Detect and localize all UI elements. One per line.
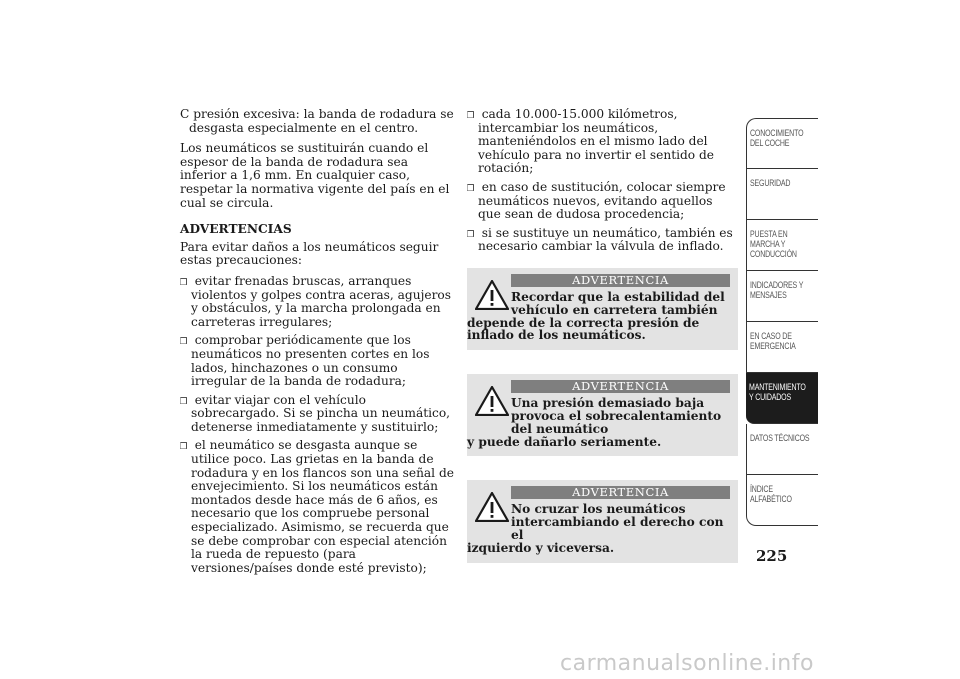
warning-label: ADVERTENCIA: [511, 274, 730, 287]
checkbox-bullet-icon: ❒: [180, 333, 195, 348]
warning-label: ADVERTENCIA: [511, 486, 730, 499]
checkbox-bullet-icon: ❒: [180, 392, 195, 407]
right-column: [467, 108, 738, 563]
page-number: 225: [756, 547, 788, 565]
left-column: [180, 108, 455, 580]
checkbox-bullet-icon: ❒: [467, 179, 482, 194]
bullet-item-3: ❒ evitar viajar con el vehículo sobrecargado. Si se pincha un neumático, detenerse inmediatamente y sustituirlo;: [180, 392, 451, 434]
c-item-text: C presión excesiva: la banda de rodadura se desgasta especialmente en el centro.: [180, 107, 454, 135]
bullet-item-2: ❒ comprobar periódicamente que los neumáticos no presenten cortes en los lados, hinchazones o un consumo irregular de la banda de rodadura;: [180, 333, 430, 389]
footer-watermark: carmanualsonline.info: [560, 651, 814, 676]
warning-box-3: [467, 480, 738, 562]
checkbox-bullet-icon: ❒: [180, 438, 195, 453]
warning-triangle-icon: [475, 492, 509, 522]
bullet-item-4: ❒ el neumático se desgasta aunque se utilice poco. Las grietas en la banda de rodadura y en los flancos son una señal de envejecimiento. Si los neumáticos están montados desde hace más de 6 años, es necesario que los compruebe personal especializado. Asimismo, se recuerda que se debe comprobar con especial atención la rueda de repuesto (para versiones/países donde esté previsto);: [180, 438, 454, 575]
tab-seguridad[interactable]: SEGURIDAD: [746, 169, 818, 220]
tab-datos-tecnicos[interactable]: DATOS TÉCNICOS: [746, 424, 818, 475]
warning-triangle-icon: [475, 280, 509, 310]
warning-text: No cruzar los neumáticos intercambiando el derecho con el izquierdo y viceversa.: [467, 502, 724, 555]
bullet-item-5: ❒ cada 10.000-15.000 kilómetros, intercambiar los neumáticos, manteniéndolos en el mismo lado del vehículo para no invertir el sentido de rotación;: [467, 107, 715, 176]
warning-text: Una presión demasiado baja provoca el sobrecalentamiento del neumático y puede dañarlo seriamente.: [467, 396, 722, 449]
tab-mantenimiento-y-cuidados[interactable]: MANTENIMIENTO Y CUIDADOS: [746, 373, 818, 424]
checkbox-bullet-icon: ❒: [467, 107, 482, 121]
bullet-item-7: ❒ si se sustituye un neumático, también es necesario cambiar la válvula de inflado.: [467, 225, 733, 254]
warning-box-1: [467, 268, 738, 350]
warning-label: ADVERTENCIA: [511, 380, 730, 393]
bullet-item-1: ❒ evitar frenadas bruscas, arranques violentos y golpes contra aceras, agujeros y obstáculos, y la marcha prolongada en carreteras irregulares;: [180, 273, 451, 329]
tab-conocimiento-del-coche[interactable]: CONOCIMIENTO DEL COCHE: [746, 118, 818, 169]
section-heading: ADVERTENCIAS: [180, 222, 292, 237]
warning-box-2: [467, 374, 738, 456]
checkbox-bullet-icon: ❒: [467, 225, 482, 240]
tab-indice-alfabetico[interactable]: ÍNDICE ALFABÉTICO: [746, 475, 818, 526]
checkbox-bullet-icon: ❒: [180, 273, 195, 288]
warning-triangle-icon: [475, 386, 509, 416]
chapter-sidebar: [746, 118, 818, 526]
tab-indicadores-y-mensajes[interactable]: INDICADORES Y MENSAJES: [746, 271, 818, 322]
tab-en-caso-de-emergencia[interactable]: EN CASO DE EMERGENCIA: [746, 322, 818, 373]
tab-puesta-en-marcha[interactable]: PUESTA EN MARCHA Y CONDUCCIÓN: [746, 220, 818, 271]
intro-text: Para evitar daños a los neumáticos seguir estas precauciones:: [180, 239, 439, 268]
paragraph-tire-replacement: Los neumáticos se sustituirán cuando el espesor de la banda de rodadura sea inferior a 1,6 mm. En cualquier caso, respetar la normativa vigente del país en el cual se circula.: [180, 141, 450, 210]
warning-text: Recordar que la estabilidad del vehículo en carretera también depende de la correcta presión de inflado de los neumáticos.: [467, 289, 725, 343]
bullet-item-6: ❒ en caso de sustitución, colocar siempre neumáticos nuevos, evitando aquellos que sean de dudosa procedencia;: [467, 179, 726, 222]
